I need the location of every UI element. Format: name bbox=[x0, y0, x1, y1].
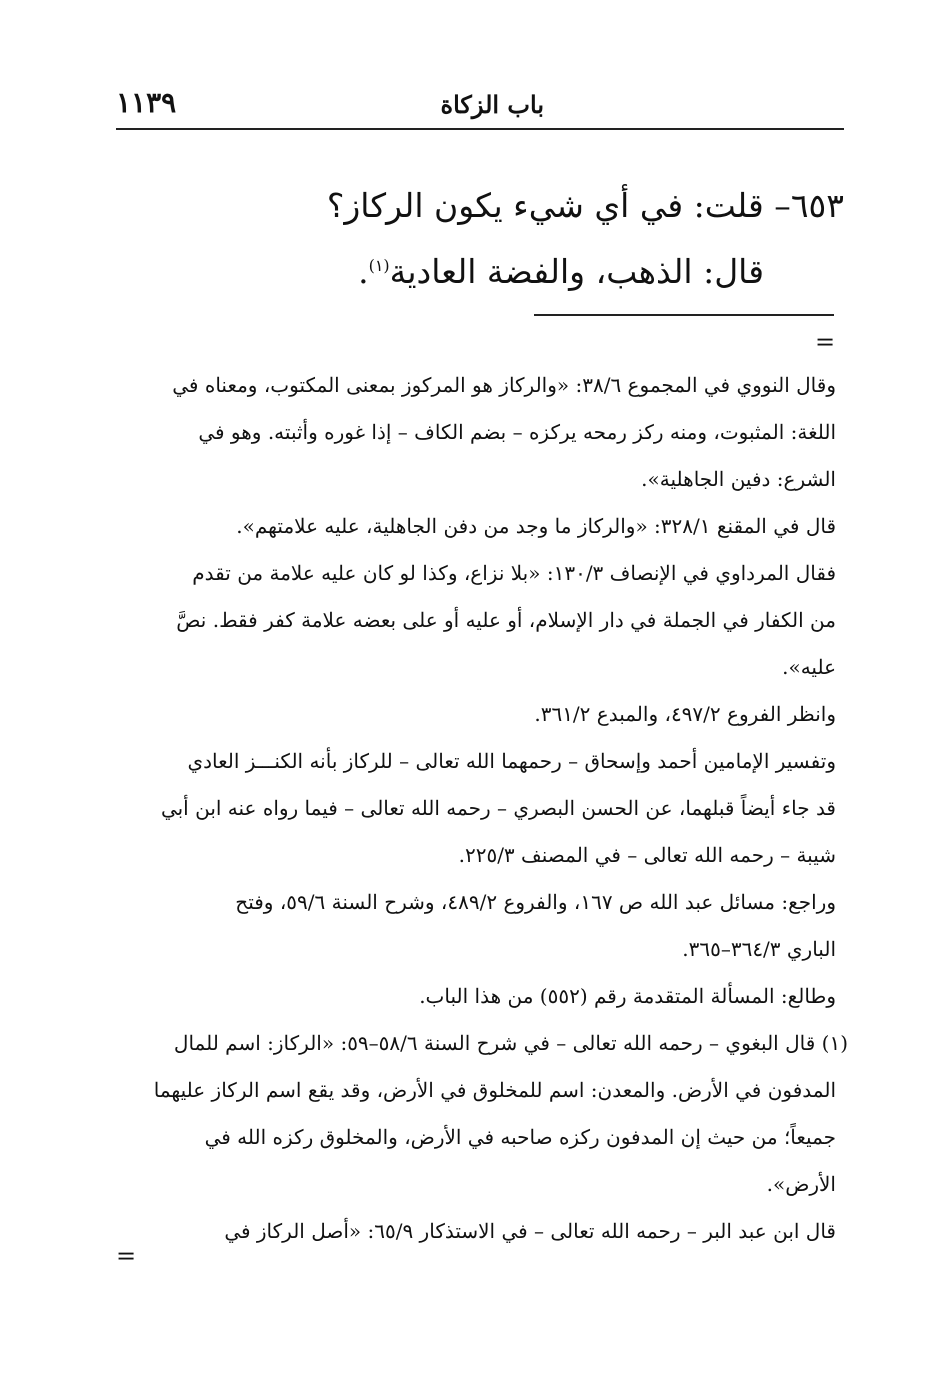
note-line: عليه». bbox=[782, 655, 836, 679]
footnote-rule bbox=[534, 314, 834, 316]
note-line: وطالع: المسألة المتقدمة رقم (٥٥٢) من هذا الباب. bbox=[419, 984, 836, 1008]
answer-line bbox=[116, 236, 844, 302]
note-line: الباري ٣٦٤/٣–٣٦٥. bbox=[682, 937, 836, 961]
header-rule bbox=[116, 128, 844, 130]
note-line: جميعاً؛ من حيث إن المدفون ركزه صاحبه في الأرض، والمخلوق ركزه الله في bbox=[204, 1125, 836, 1149]
note-line: اللغة: المثبوت، ومنه ركز رمحه يركزه – بضم الكاف – إذا غوره وأثبته. وهو في bbox=[198, 420, 836, 444]
answer-end: . bbox=[358, 252, 369, 291]
note-line: قال في المقنع ٣٢٨/١: «والركاز ما وجد من دفن الجاهلية، عليه علامتهم». bbox=[236, 514, 836, 538]
note-line: وراجع: مسائل عبد الله ص ١٦٧، والفروع ٤٨٩/٢، وشرح السنة ٥٩/٦، وفتح bbox=[235, 890, 836, 914]
footnote-ref: (١) bbox=[368, 256, 390, 275]
continuation-mark-bottom: = bbox=[116, 1242, 137, 1270]
note-line: وانظر الفروع ٤٩٧/٢، والمبدع ٣٦١/٢. bbox=[534, 702, 836, 726]
chapter-title: باب الزكاة bbox=[440, 90, 544, 119]
page-header bbox=[116, 86, 844, 126]
question-line: ٦٥٣– قلت: في أي شيء يكون الركاز؟ bbox=[326, 186, 844, 225]
continuation-mark-top: = bbox=[815, 328, 836, 356]
answer-text: قال: الذهب، والفضة العادية bbox=[389, 252, 764, 291]
note-line: وتفسير الإمامين أحمد وإسحاق – رحمهما الله تعالى – للركاز بأنه الكنـــز العادي bbox=[187, 749, 836, 773]
question-block bbox=[116, 176, 844, 302]
note-line: قال ابن عبد البر – رحمه الله تعالى – في الاستذكار ٦٥/٩: «أصل الركاز في bbox=[224, 1219, 836, 1243]
note-line: شيبة – رحمه الله تعالى – في المصنف ٢٢٥/٣. bbox=[458, 843, 836, 867]
note-line: قد جاء أيضاً قبلهما، عن الحسن البصري – رحمه الله تعالى – فيما رواه عنه ابن أبي bbox=[160, 796, 836, 820]
footnotes bbox=[110, 362, 848, 1255]
note-line: الأرض». bbox=[766, 1172, 836, 1196]
note-line: فقال المرداوي في الإنصاف ١٣٠/٣: «بلا نزاع، وكذا لو كان عليه علامة من تقدم bbox=[192, 561, 836, 585]
note-line: الشرع: دفين الجاهلية». bbox=[641, 467, 836, 491]
note-line: من الكفار في الجملة في دار الإسلام، أو عليه أو على بعضه علامة كفر فقط. نصَّ bbox=[176, 608, 836, 632]
page-number: ١١٣٩ bbox=[116, 86, 177, 119]
note-line: المدفون في الأرض. والمعدن: اسم للمخلوق في الأرض، وقد يقع اسم الركاز عليهما bbox=[153, 1078, 836, 1102]
note-line: وقال النووي في المجموع ٣٨/٦: «والركاز هو المركوز بمعنى المكتوب، ومعناه في bbox=[172, 373, 836, 397]
footnote-line: (١) قال البغوي – رحمه الله تعالى – في شرح السنة ٥٨/٦–٥٩: «الركاز: اسم للمال bbox=[173, 1031, 848, 1055]
